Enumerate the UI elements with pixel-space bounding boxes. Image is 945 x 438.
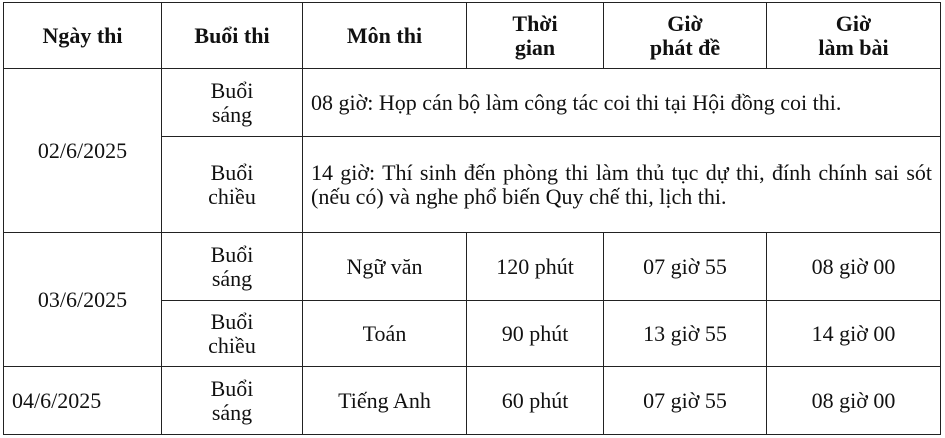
day3-morning-duration: 60 phút <box>467 367 604 435</box>
session-line2: sáng <box>211 101 253 127</box>
day2-afternoon-duration: 90 phút <box>467 301 604 367</box>
header-start-line2: làm bài <box>818 34 889 60</box>
header-session: Buổi thi <box>162 3 303 69</box>
header-duration-line2: gian <box>514 34 556 60</box>
day2-afternoon-start: 14 giờ 00 <box>767 301 941 367</box>
day3-morning-session <box>162 367 303 435</box>
session-line1: Buổi <box>210 159 254 185</box>
day1-morning-session <box>162 69 303 137</box>
table-row <box>4 69 941 137</box>
header-start-line1: Giờ <box>835 10 872 36</box>
session-line1: Buổi <box>210 375 254 401</box>
day1-afternoon-note: 14 giờ: Thí sinh đến phòng thi làm thủ tục dự thi, đính chính sai sót (nếu có) và nghe phổ biến Quy chế thi, lịch thi. <box>303 137 941 233</box>
session-line1: Buổi <box>210 241 254 267</box>
header-release-line2: phát đề <box>649 34 721 60</box>
day2-morning-subject: Ngữ văn <box>303 233 467 301</box>
header-duration <box>467 3 604 69</box>
day1-afternoon-session <box>162 137 303 233</box>
day2-morning-duration: 120 phút <box>467 233 604 301</box>
day3-morning-subject: Tiếng Anh <box>303 367 467 435</box>
session-line2: sáng <box>211 399 253 425</box>
day2-afternoon-release: 13 giờ 55 <box>604 301 767 367</box>
header-release-time <box>604 3 767 69</box>
header-subject: Môn thi <box>303 3 467 69</box>
day2-afternoon-session <box>162 301 303 367</box>
header-date: Ngày thi <box>4 3 162 69</box>
session-line2: chiều <box>208 332 256 358</box>
table-row <box>4 367 941 435</box>
session-line1: Buổi <box>210 77 254 103</box>
day2-morning-session <box>162 233 303 301</box>
session-line2: chiều <box>208 183 256 209</box>
day2-date: 03/6/2025 <box>4 233 162 367</box>
day2-morning-start: 08 giờ 00 <box>767 233 941 301</box>
day2-afternoon-subject: Toán <box>303 301 467 367</box>
exam-schedule-table <box>3 2 941 435</box>
header-duration-line1: Thời <box>512 10 558 36</box>
session-line1: Buổi <box>210 308 254 334</box>
session-line2: sáng <box>211 265 253 291</box>
day1-morning-note: 08 giờ: Họp cán bộ làm công tác coi thi tại Hội đồng coi thi. <box>303 69 941 137</box>
header-release-line1: Giờ <box>667 10 703 36</box>
day1-date: 02/6/2025 <box>4 69 162 233</box>
day3-morning-release: 07 giờ 55 <box>604 367 767 435</box>
day3-morning-start: 08 giờ 00 <box>767 367 941 435</box>
day2-morning-release: 07 giờ 55 <box>604 233 767 301</box>
table-row <box>4 233 941 301</box>
header-start-time <box>767 3 941 69</box>
header-row <box>4 3 941 69</box>
day3-date: 04/6/2025 <box>4 367 162 435</box>
